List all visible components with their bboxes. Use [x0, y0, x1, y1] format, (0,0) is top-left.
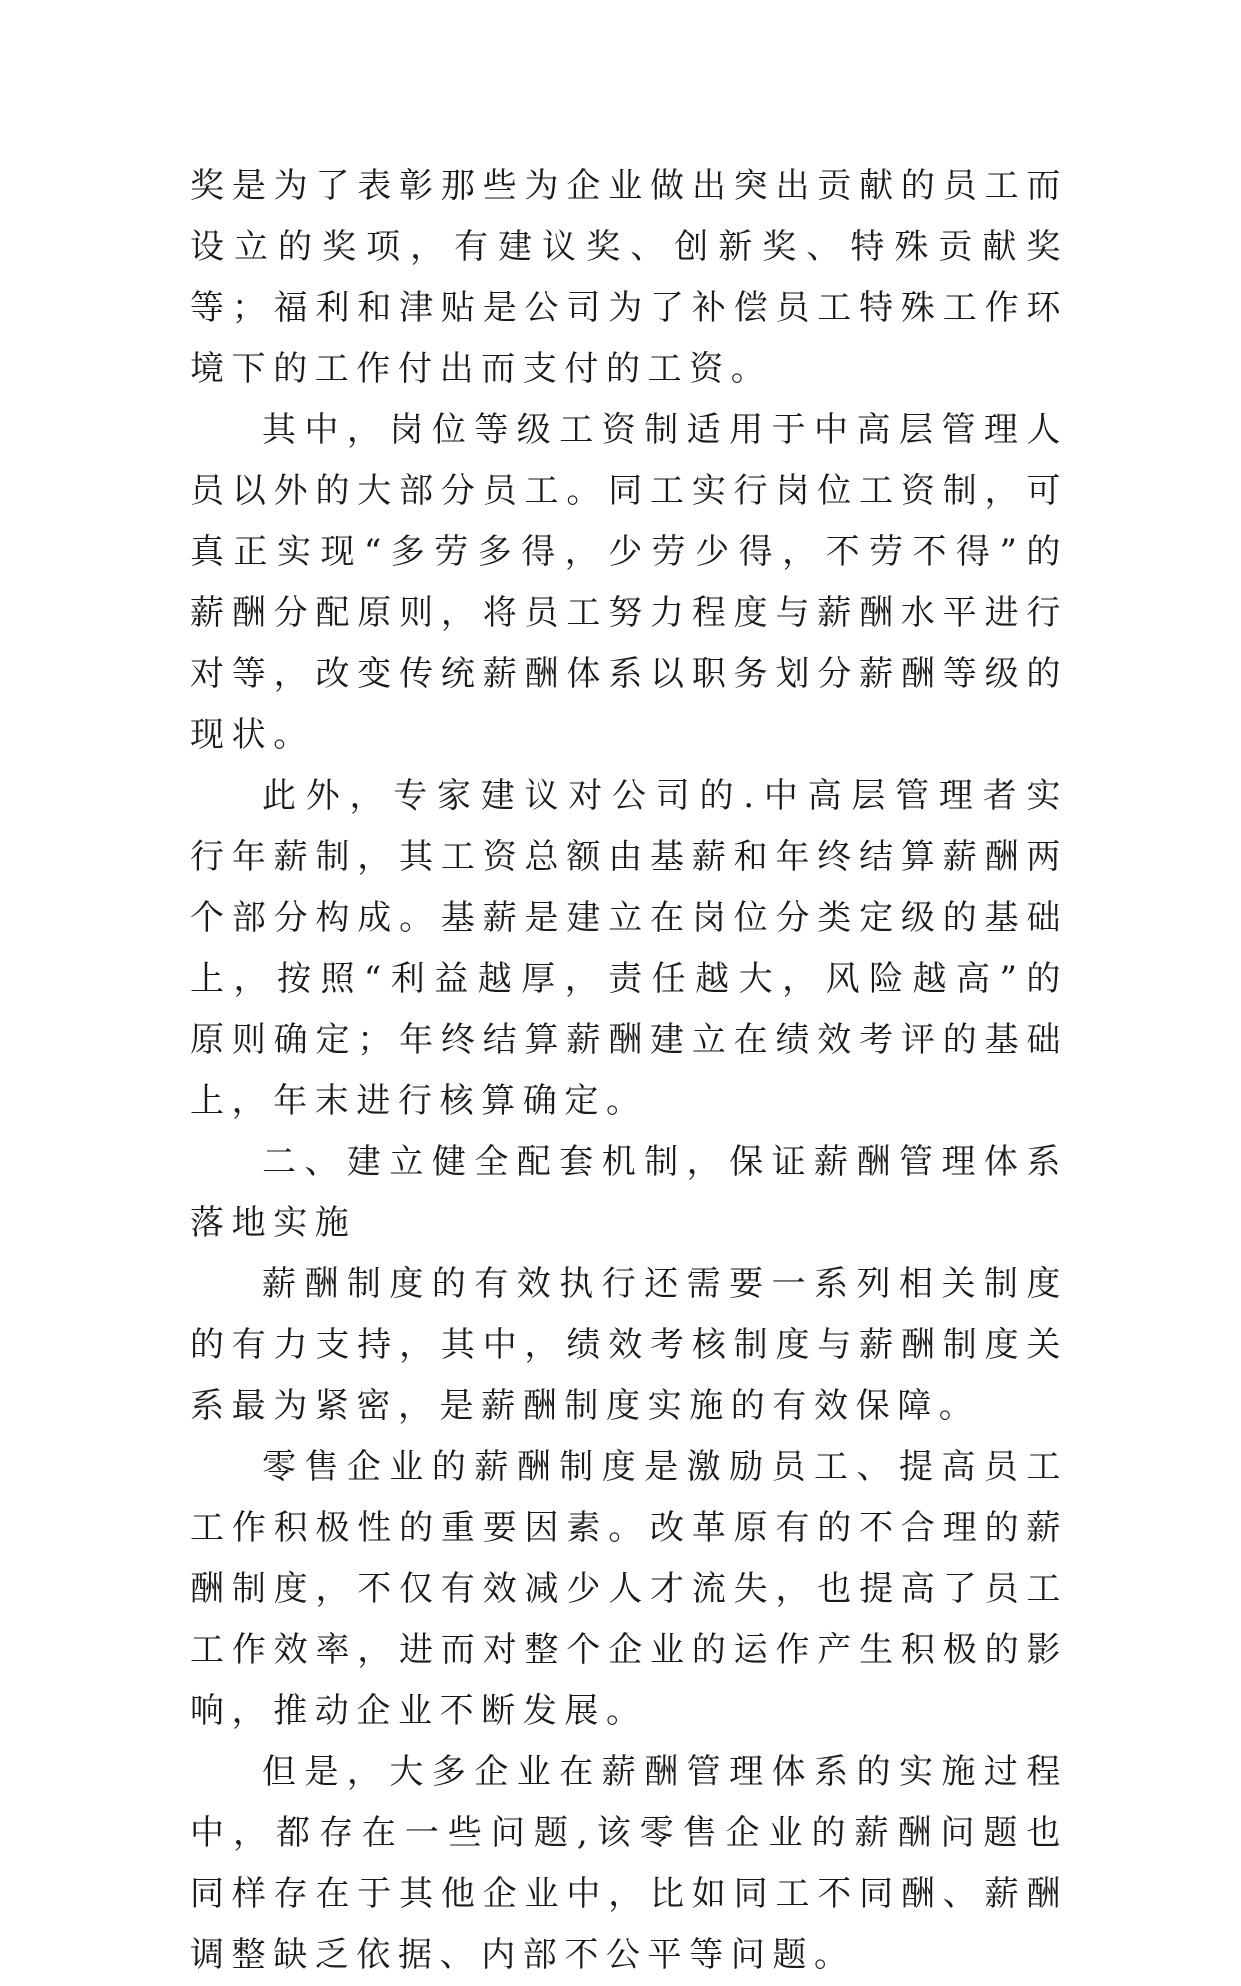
section-heading: 二、建立健全配套机制，保证薪酬管理体系落地实施	[190, 1142, 1068, 1243]
paragraph-awards-benefits: 奖是为了表彰那些为企业做出突出贡献的员工而设立的奖项，有建议奖、创新奖、特殊贡献奖等；福利和津贴是公司为了补偿员工特殊工作环境下的工作付出而支付的工资。	[190, 166, 1068, 389]
paragraph-annual-salary: 此外，专家建议对公司的.中高层管理者实行年薪制，其工资总额由基薪和年终结算薪酬两个部分构成。基薪是建立在岗位分类定级的基础上，按照“利益越厚，责任越大，风险越高”的原则确定；年终结算薪酬建立在绩效考评的基础上，年末进行核算确定。	[190, 776, 1068, 1121]
paragraph-retail-compensation: 零售企业的薪酬制度是激励员工、提高员工工作积极性的重要因素。改革原有的不合理的薪酬制度，不仅有效减少人才流失，也提高了员工工作效率，进而对整个企业的运作产生积极的影响，推动企业不断发展。	[190, 1447, 1068, 1731]
paragraph-position-grade-wage: 其中，岗位等级工资制适用于中高层管理人员以外的大部分员工。同工实行岗位工资制，可真正实现“多劳多得，少劳少得，不劳不得”的薪酬分配原则，将员工努力程度与薪酬水平进行对等，改变传统薪酬体系以职务划分薪酬等级的现状。	[190, 410, 1068, 755]
document-body	[190, 156, 1068, 1986]
paragraph-common-problems: 但是，大多企业在薪酬管理体系的实施过程中，都存在一些问题,该零售企业的薪酬问题也同样存在于其他企业中，比如同工不同酬、薪酬调整缺乏依据、内部不公平等问题。	[190, 1752, 1068, 1975]
paragraph-supporting-systems: 薪酬制度的有效执行还需要一系列相关制度的有力支持，其中，绩效考核制度与薪酬制度关系最为紧密，是薪酬制度实施的有效保障。	[190, 1264, 1068, 1426]
